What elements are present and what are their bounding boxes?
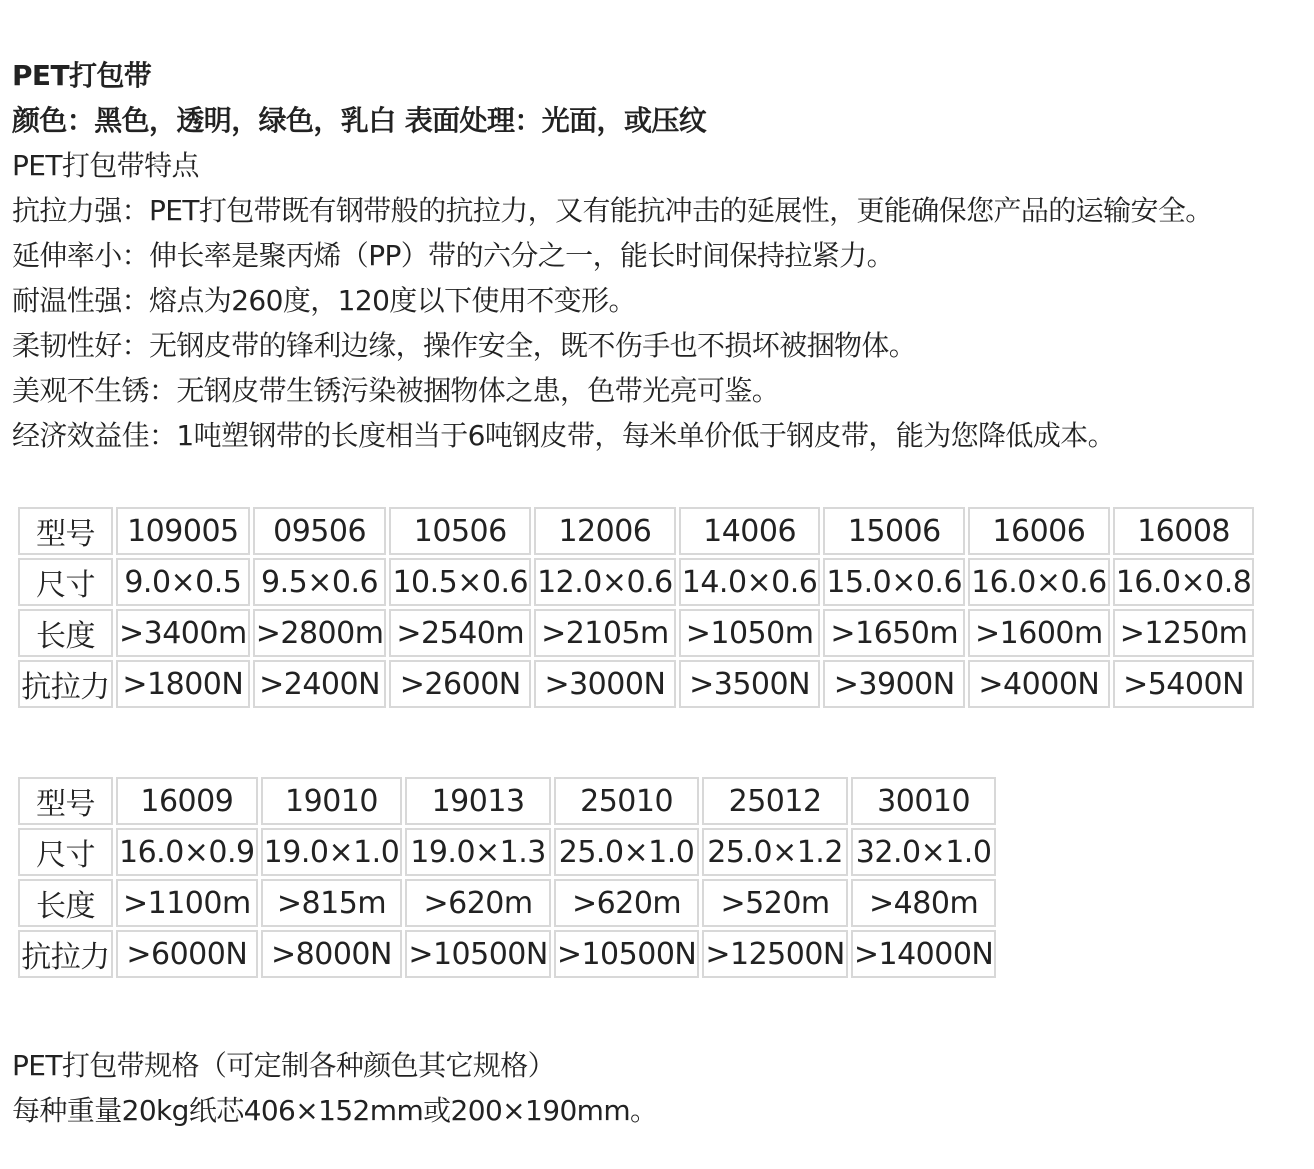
table-cell: >14000N <box>851 930 997 978</box>
table-cell: 19013 <box>405 777 551 825</box>
table-cell: 16006 <box>968 507 1110 555</box>
table-cell: 16.0×0.6 <box>968 558 1110 606</box>
spec-table-1 <box>15 504 1257 711</box>
table-cell: >3900N <box>823 660 965 708</box>
table-row-size <box>18 828 996 876</box>
table-cell: 32.0×1.0 <box>851 828 997 876</box>
table-cell: 25.0×1.2 <box>702 828 848 876</box>
table-cell: >620m <box>405 879 551 927</box>
table-cell: >2105m <box>534 609 676 657</box>
product-title: PET打包带 <box>12 59 152 92</box>
table-cell: >3500N <box>679 660 821 708</box>
table-cell: 12006 <box>534 507 676 555</box>
table-row-length <box>18 879 996 927</box>
table-cell: 19.0×1.3 <box>405 828 551 876</box>
row-label: 尺寸 <box>18 558 113 606</box>
table-cell: >1600m <box>968 609 1110 657</box>
table-row-tensile <box>18 660 1254 708</box>
table-row-tensile <box>18 930 996 978</box>
row-label: 抗拉力 <box>18 660 113 708</box>
table-cell: >10500N <box>554 930 700 978</box>
table-cell: 09506 <box>253 507 387 555</box>
colors-surface-line: 颜色：黑色，透明，绿色，乳白 表面处理：光面，或压纹 <box>12 104 707 137</box>
table-cell: 109005 <box>116 507 250 555</box>
table-cell: 10506 <box>389 507 531 555</box>
table-cell: 15006 <box>823 507 965 555</box>
table-cell: 15.0×0.6 <box>823 558 965 606</box>
table-cell: 16009 <box>116 777 258 825</box>
table-cell: >1650m <box>823 609 965 657</box>
table-cell: >3400m <box>116 609 250 657</box>
table-cell: 10.5×0.6 <box>389 558 531 606</box>
table-cell: 19.0×1.0 <box>261 828 403 876</box>
row-label: 尺寸 <box>18 828 113 876</box>
feature-flexibility: 柔韧性好：无钢皮带的锋利边缘，操作安全，既不伤手也不损坏被捆物体。 <box>12 329 917 362</box>
table-cell: >2600N <box>389 660 531 708</box>
feature-economy: 经济效益佳：1吨塑钢带的长度相当于6吨钢皮带，每米单价低于钢皮带，能为您降低成本。 <box>12 419 1116 452</box>
table-cell: >2400N <box>253 660 387 708</box>
table-cell: 9.5×0.6 <box>253 558 387 606</box>
footer-notes <box>12 1043 657 1133</box>
table-cell: 9.0×0.5 <box>116 558 250 606</box>
table-cell: >2540m <box>389 609 531 657</box>
features-heading: PET打包带特点 <box>12 149 199 182</box>
table-cell: 30010 <box>851 777 997 825</box>
feature-heat-resistance: 耐温性强：熔点为260度，120度以下使用不变形。 <box>12 284 636 317</box>
table-cell: >815m <box>261 879 403 927</box>
table-cell: >10500N <box>405 930 551 978</box>
spec-heading: PET打包带规格（可定制各种颜色其它规格） <box>12 1049 556 1082</box>
table-cell: >2800m <box>253 609 387 657</box>
feature-rustproof: 美观不生锈：无钢皮带生锈污染被捆物体之患，色带光亮可鉴。 <box>12 374 780 407</box>
table-cell: >1100m <box>116 879 258 927</box>
table-cell: 16.0×0.9 <box>116 828 258 876</box>
table-cell: >520m <box>702 879 848 927</box>
table-cell: >620m <box>554 879 700 927</box>
spec-table-2 <box>15 774 999 981</box>
row-label: 型号 <box>18 777 113 825</box>
feature-elongation: 延伸率小：伸长率是聚丙烯（PP）带的六分之一，能长时间保持拉紧力。 <box>12 239 894 272</box>
table-cell: >1250m <box>1113 609 1255 657</box>
table-cell: >1800N <box>116 660 250 708</box>
table-cell: 19010 <box>261 777 403 825</box>
table-cell: 14.0×0.6 <box>679 558 821 606</box>
table-cell: >3000N <box>534 660 676 708</box>
row-label: 长度 <box>18 879 113 927</box>
row-label: 型号 <box>18 507 113 555</box>
table-row-length <box>18 609 1254 657</box>
table-cell: 25.0×1.0 <box>554 828 700 876</box>
row-label: 抗拉力 <box>18 930 113 978</box>
table-cell: >5400N <box>1113 660 1255 708</box>
table-cell: >12500N <box>702 930 848 978</box>
table-row-size <box>18 558 1254 606</box>
row-label: 长度 <box>18 609 113 657</box>
table-cell: >1050m <box>679 609 821 657</box>
table-cell: 16.0×0.8 <box>1113 558 1255 606</box>
table-row-model <box>18 777 996 825</box>
table-row-model <box>18 507 1254 555</box>
table-cell: 25012 <box>702 777 848 825</box>
table-cell: 14006 <box>679 507 821 555</box>
weight-line: 每种重量20kg纸芯406×152mm或200×190mm。 <box>12 1094 658 1127</box>
table-cell: >480m <box>851 879 997 927</box>
table-cell: 16008 <box>1113 507 1255 555</box>
table-cell: >8000N <box>261 930 403 978</box>
table-cell: >4000N <box>968 660 1110 708</box>
feature-tensile: 抗拉力强：PET打包带既有钢带般的抗拉力，又有能抗冲击的延展性，更能确保您产品的运输安全。 <box>12 194 1213 227</box>
table-cell: 25010 <box>554 777 700 825</box>
table-cell: 12.0×0.6 <box>534 558 676 606</box>
product-description <box>12 53 1312 458</box>
table-cell: >6000N <box>116 930 258 978</box>
